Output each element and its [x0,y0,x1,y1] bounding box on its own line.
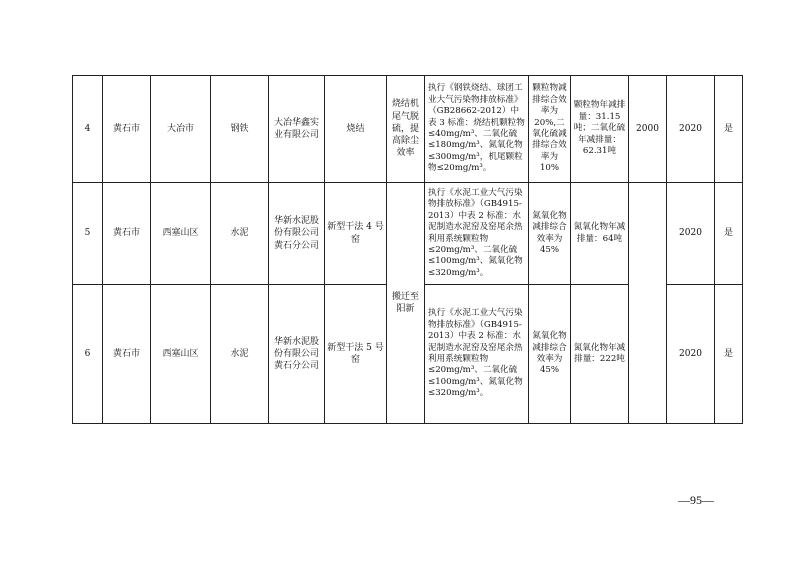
project-table [72,75,743,424]
flag-cell: 是 [715,183,743,285]
standard-cell: 执行《水泥工业大气污染物排放标准》（GB4915-2013）中表 2 标准：水泥制造水泥窑及窑尾余热利用系统颗粒物≤20mg/m³、二氧化硫≤100mg/m³、氮氧化物≤320mg/m³。 [425,285,529,424]
investment-cell [629,183,667,424]
district-cell: 西塞山区 [151,183,211,285]
company-cell: 华新水泥股份有限公司黄石分公司 [269,183,325,285]
industry-cell: 钢铁 [211,76,269,183]
industry-cell: 水泥 [211,183,269,285]
reduction-cell: 颗粒物年减排量：31.15吨；二氧化硫年减排量：62.31吨 [571,76,629,183]
company-cell: 大冶华鑫实业有限公司 [269,76,325,183]
row-number: 5 [73,183,103,285]
page-number: —95— [678,493,714,507]
reduction-cell: 氮氧化物年减排量：222吨 [571,285,629,424]
row-number: 6 [73,285,103,424]
city-cell: 黄石市 [103,285,151,424]
standard-cell: 执行《水泥工业大气污染物排放标准》（GB4915-2013）中表 2 标准：水泥制造水泥窑及窑尾余热利用系统颗粒物≤20mg/m³、二氧化硫≤100mg/m³、氮氧化物≤320mg/m³。 [425,183,529,285]
table-row [73,76,743,183]
rate-cell: 氮氧化物减排综合效率为45% [529,285,571,424]
company-cell: 华新水泥股份有限公司黄石分公司 [269,285,325,424]
flag-cell: 是 [715,285,743,424]
industry-cell: 水泥 [211,285,269,424]
row-number: 4 [73,76,103,183]
year-cell: 2020 [667,76,715,183]
year-cell: 2020 [667,183,715,285]
measure-cell: 烧结机尾气脱硫，提高除尘效率 [387,76,425,183]
year-cell: 2020 [667,285,715,424]
process-cell: 烧结 [325,76,387,183]
measure-cell: 搬迁至阳新 [387,183,425,424]
district-cell: 大冶市 [151,76,211,183]
flag-cell: 是 [715,76,743,183]
district-cell: 西塞山区 [151,285,211,424]
rate-cell: 氮氧化物减排综合效率为45% [529,183,571,285]
table-row [73,183,743,285]
standard-cell: 执行《钢铁烧结、球团工业大气污染物排放标准》（GB28662-2012）中表 3 标准：烧结机颗粒物≤40mg/m³、二氧化硫≤180mg/m³、氮氧化物≤300mg/m³，机尾颗粒物≤20mg/m³。 [425,76,529,183]
city-cell: 黄石市 [103,183,151,285]
investment-cell: 2000 [629,76,667,183]
process-cell: 新型干法 4 号窑 [325,183,387,285]
reduction-cell: 氮氧化物年减排量：64吨 [571,183,629,285]
process-cell: 新型干法 5 号窑 [325,285,387,424]
rate-cell: 颗粒物减排综合效率为20%,二氧化硫减排综合效率为 10% [529,76,571,183]
city-cell: 黄石市 [103,76,151,183]
